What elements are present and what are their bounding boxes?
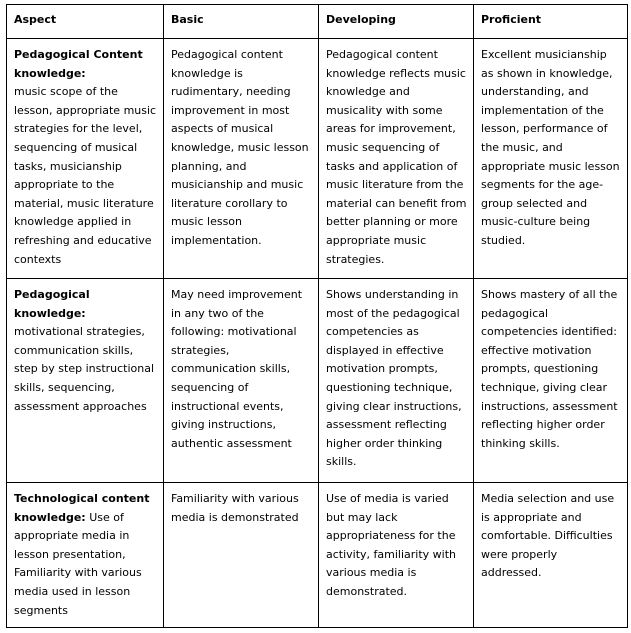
aspect-title: Technological content knowledge:: [14, 492, 150, 524]
aspect-cell: [7, 279, 164, 483]
developing-cell: Pedagogical content knowledge reflects music knowledge and musicality with some areas for improvement, music sequencing of tasks and application of music literature from the material can benefit from better planning or more appropriate music strategies.: [319, 39, 474, 279]
aspect-description: motivational strategies, communication skills, step by step instructional skills, sequencing, assessment approaches: [14, 325, 155, 413]
proficient-cell: Media selection and use is appropriate and comfortable. Difficulties were properly addressed.: [474, 483, 628, 628]
header-aspect: Aspect: [7, 5, 164, 39]
basic-cell: May need improvement in any two of the following: motivational strategies, communication skills, sequencing of instructional events, giving instructions, authentic assessment: [164, 279, 319, 483]
aspect-title: Pedagogical knowledge:: [14, 288, 90, 320]
developing-cell: Shows understanding in most of the pedagogical competencies as displayed in effective motivation prompts, questioning technique, giving clear instructions, assessment reflecting higher order thinking skills.: [319, 279, 474, 483]
basic-cell: Pedagogical content knowledge is rudimentary, needing improvement in most aspects of musical knowledge, music lesson planning, and musicianship and music literature corollary to music lesson implementation.: [164, 39, 319, 279]
proficient-cell: Excellent musicianship as shown in knowledge, understanding, and implementation of the lesson, performance of the music, and appropriate music lesson segments for the age-group selected and music-culture being studied.: [474, 39, 628, 279]
proficient-cell: Shows mastery of all the pedagogical competencies identified: effective motivation prompts, questioning technique, giving clear instructions, assessment reflecting higher order thinking skills.: [474, 279, 628, 483]
aspect-description: music scope of the lesson, appropriate music strategies for the level, sequencing of musical tasks, musicianship appropriate to the material, music literature knowledge applied in refreshing and educative contexts: [14, 85, 157, 266]
aspect-title: Pedagogical Content knowledge:: [14, 48, 143, 80]
aspect-description: Use of appropriate media in lesson presentation, Familiarity with various media used in lesson segments: [14, 510, 142, 617]
table-row: [7, 39, 628, 279]
table-row: [7, 483, 628, 628]
aspect-cell: [7, 483, 164, 628]
header-basic: Basic: [164, 5, 319, 39]
header-developing: Developing: [319, 5, 474, 39]
aspect-cell: [7, 39, 164, 279]
header-proficient: Proficient: [474, 5, 628, 39]
table-header-row: [7, 5, 628, 39]
rubric-table: [6, 4, 628, 628]
table-row: [7, 279, 628, 483]
developing-cell: Use of media is varied but may lack appropriateness for the activity, familiarity with various media is demonstrated.: [319, 483, 474, 628]
basic-cell: Familiarity with various media is demonstrated: [164, 483, 319, 628]
